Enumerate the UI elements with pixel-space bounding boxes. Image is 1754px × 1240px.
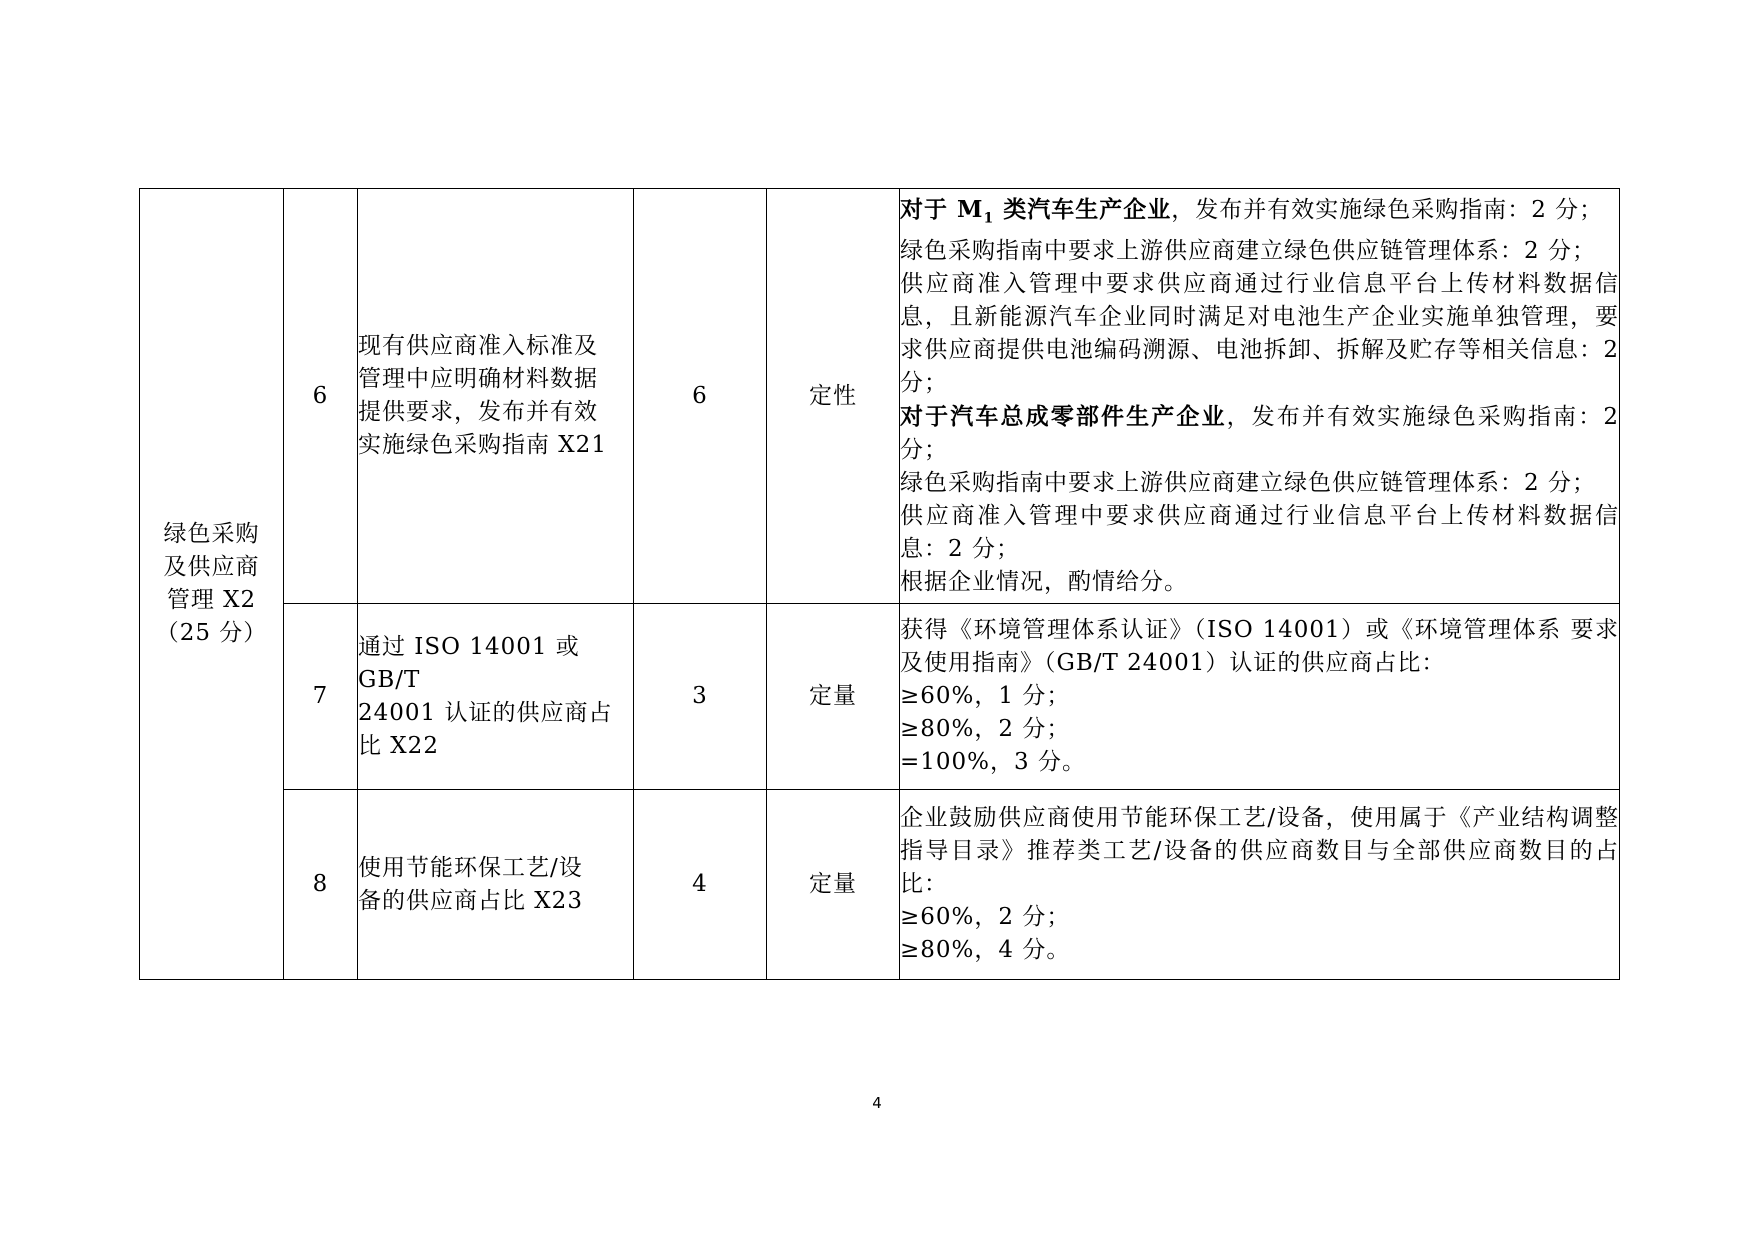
detail-bold-text: 类汽车生产企业 [994,195,1172,223]
row-index: 7 [284,604,358,790]
row-score: 6 [634,189,767,604]
detail-subscript: 1 [983,210,995,227]
row-score: 4 [634,790,767,980]
detail-bold-text: 对于汽车总成零部件生产企业 [900,403,1227,431]
row-type: 定量 [767,604,900,790]
detail-bold-text: 对于 M [900,195,984,223]
scoring-details [900,189,1620,604]
detail-text: ，发布并有效实施绿色采购指南：2 分； [1171,196,1604,223]
table-row [140,189,1620,604]
category-line: 及供应商 [163,554,260,580]
detail-paragraph: 绿色采购指南中要求上游供应商建立绿色供应链管理体系：2 分； [900,238,1596,265]
indicator-name-line: 通过 ISO 14001 或 GB/T [358,633,580,693]
indicator-name [358,189,634,604]
detail-paragraph: ≥60%，2 分； [900,904,1071,930]
detail-paragraph: 根据企业情况，酌情给分。 [900,569,1188,596]
indicator-name [358,604,634,790]
indicator-name-line: 比 X22 [358,732,439,759]
detail-paragraph: 供应商准入管理中要求供应商通过行业信息平台上传材料数据信息，且新能源汽车企业同时满足对电池生产企业实施单独管理，要求供应商提供电池编码溯源、电池拆卸、拆解及贮存等相关信息：2 分； [900,271,1619,397]
row-index: 6 [284,189,358,604]
table-row [140,790,1620,980]
criteria-table [139,188,1620,980]
detail-paragraph: 绿色采购指南中要求上游供应商建立绿色供应链管理体系：2 分； [900,470,1596,497]
indicator-name [358,790,634,980]
detail-paragraph: ≥60%，1 分； [900,683,1071,709]
detail-text: ，发布并有效实施绿色采购指南：2 分； [900,404,1619,464]
detail-paragraph: ≥80%，4 分。 [900,937,1071,963]
row-type: 定量 [767,790,900,980]
indicator-name-line: 提供要求，发布并有效 [358,399,598,425]
detail-paragraph: ≥80%，2 分； [900,716,1071,742]
indicator-name-line: 实施绿色采购指南 X21 [358,432,607,458]
page-number: 4 [872,1094,882,1112]
category-line: 绿色采购 [163,521,260,547]
detail-paragraph: 获得《环境管理体系认证》（ISO 14001）或《环境管理体系 要求及使用指南》（GB/T 24001）认证的供应商占比： [900,617,1619,676]
detail-paragraph: =100%，3 分。 [900,749,1086,775]
scoring-details [900,604,1620,790]
row-type: 定性 [767,189,900,604]
indicator-name-line: 使用节能环保工艺/设 [358,854,583,881]
table-row [140,604,1620,790]
category-line: 管理 X2 [166,587,257,613]
detail-paragraph: 供应商准入管理中要求供应商通过行业信息平台上传材料数据信息：2 分； [900,503,1619,563]
detail-paragraph [900,400,1619,467]
detail-paragraph [900,193,1619,236]
detail-paragraph: 企业鼓励供应商使用节能环保工艺/设备，使用属于《产业结构调整指导目录》推荐类工艺/设备的供应商数目与全部供应商数目的占比： [900,805,1619,897]
scoring-details [900,790,1620,980]
row-score: 3 [634,604,767,790]
indicator-name-line: 24001 认证的供应商占 [358,699,613,726]
category-score: （25 分） [155,620,268,646]
indicator-name-line: 管理中应明确材料数据 [358,366,598,392]
category-cell [140,189,284,980]
indicator-name-line: 现有供应商准入标准及 [358,333,598,359]
indicator-name-line: 备的供应商占比 X23 [358,887,583,914]
row-index: 8 [284,790,358,980]
